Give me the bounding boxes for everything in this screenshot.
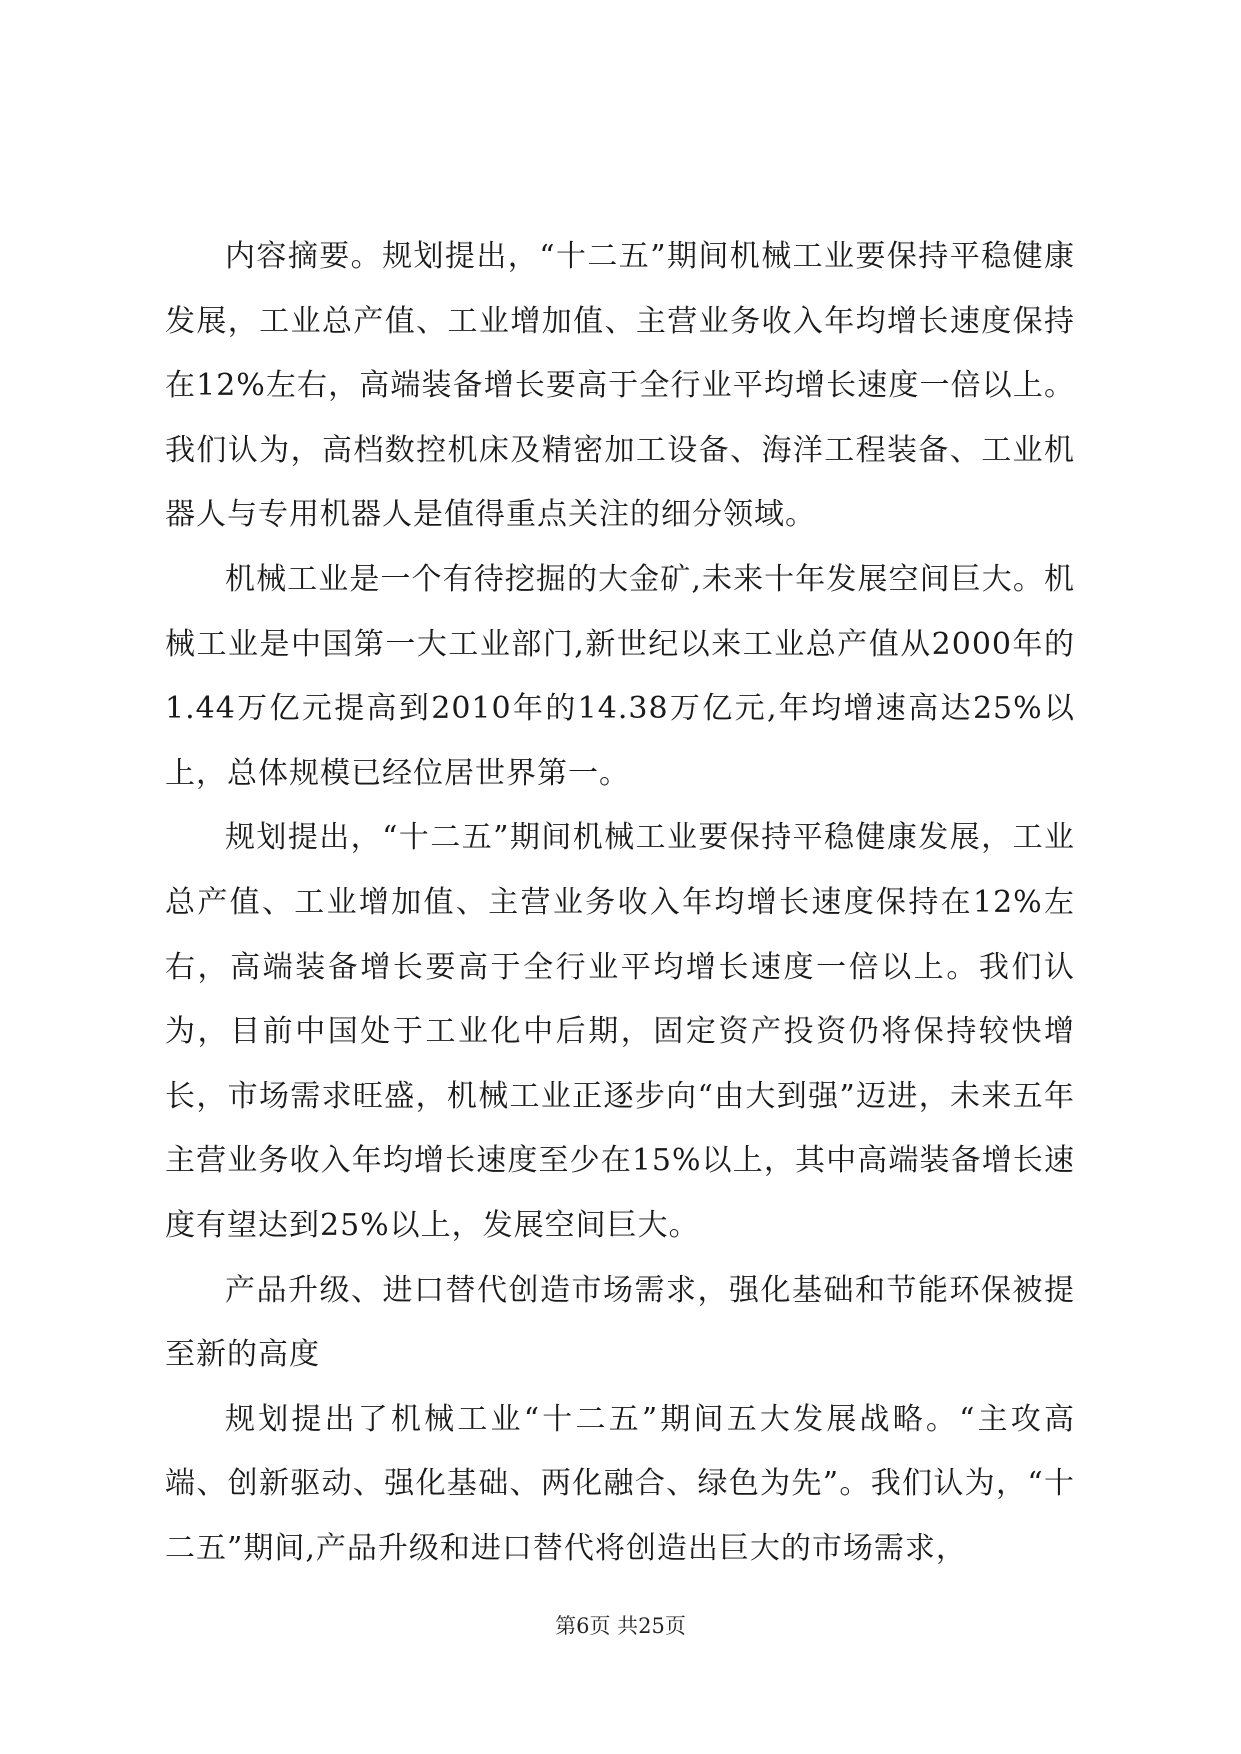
section-heading: 产品升级、进口替代创造市场需求，强化基础和节能环保被提至新的高度 xyxy=(165,1272,1075,1373)
paragraph-gold-mine: 机械工业是一个有待挖掘的大金矿,未来十年发展空间巨大。机械工业是中国第一大工业部门,新世纪以来工业总产值从2000年的1.44万亿元提高到2010年的14.38万亿元,年均增速高达25%以上，总体规模已经位居世界第一。 xyxy=(165,561,1075,791)
page-number-footer: 第6页 共25页 xyxy=(555,1614,686,1638)
paragraph-plan-growth: 规划提出，“十二五”期间机械工业要保持平稳健康发展，工业总产值、工业增加值、主营业务收入年均增长速度保持在12%左右，高端装备增长要高于全行业平均增长速度一倍以上。我们认为，目前中国处于工业化中后期，固定资产投资仍将保持较快增长，市场需求旺盛，机械工业正逐步向“由大到强”迈进，未来五年主营业务收入年均增长速度至少在15%以上，其中高端装备增长速度有望达到25%以上，发展空间巨大。 xyxy=(165,820,1075,1243)
document-body xyxy=(165,225,1075,1581)
paragraph-summary: 内容摘要。规划提出，“十二五”期间机械工业要保持平稳健康发展，工业总产值、工业增加值、主营业务收入年均增长速度保持在12%左右，高端装备增长要高于全行业平均增长速度一倍以上。我们认为，高档数控机床及精密加工设备、海洋工程装备、工业机器人与专用机器人是值得重点关注的细分领域。 xyxy=(165,239,1075,533)
paragraph-five-strategies: 规划提出了机械工业“十二五”期间五大发展战略。“主攻高端、创新驱动、强化基础、两化融合、绿色为先”。我们认为，“十二五”期间,产品升级和进口替代将创造出巨大的市场需求， xyxy=(165,1401,1075,1566)
